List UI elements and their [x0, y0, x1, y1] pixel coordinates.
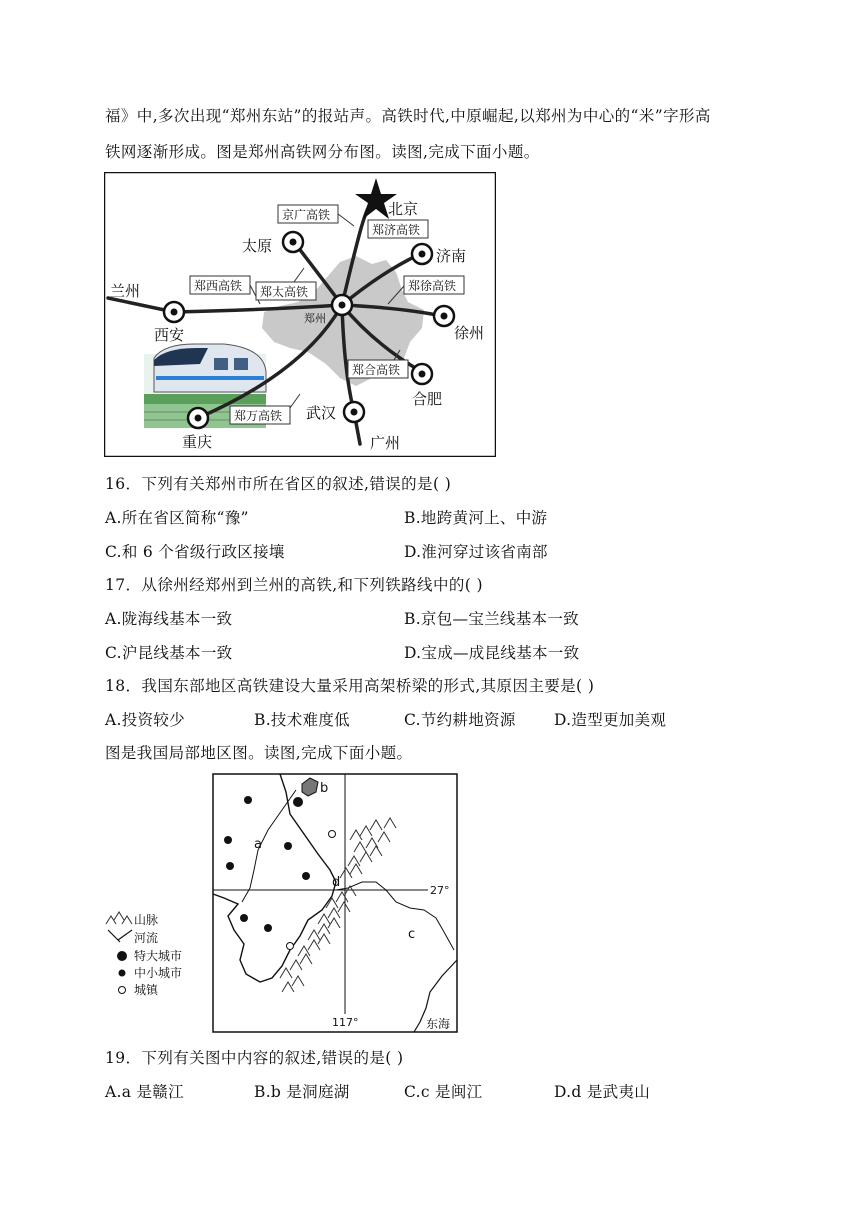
big-city-marker	[293, 797, 303, 807]
svg-text:城镇: 城镇	[134, 983, 159, 997]
small-city-marker	[240, 914, 248, 922]
label-lat: 27°	[430, 884, 450, 897]
label-zhengzhou: 郑州	[304, 312, 326, 325]
label-zhenghe: 郑合高铁	[352, 363, 401, 377]
q16-option-d: D.淮河穿过该省南部	[404, 543, 548, 561]
q16-option-c: C.和 6 个省级行政区接壤	[105, 543, 285, 561]
label-b: b	[320, 781, 329, 796]
intro-line-2: 铁网逐渐形成。图是郑州高铁网分布图。读图,完成下面小题。	[105, 143, 540, 161]
label-hefei: 合肥	[412, 390, 443, 408]
label-taiyuan: 太原	[242, 237, 273, 255]
q17-option-a: A.陇海线基本一致	[105, 610, 233, 628]
legend-mountain-icon	[106, 912, 132, 924]
q18-option-b: B.技术难度低	[254, 711, 350, 729]
regional-map	[104, 770, 460, 1034]
small-city-marker	[284, 842, 292, 850]
label-a: a	[254, 837, 262, 852]
label-xian: 西安	[154, 326, 185, 344]
q18-stem: 18．我国东部地区高铁建设大量采用高架桥梁的形式,其原因主要是( )	[105, 677, 595, 695]
q19-option-d: D.d 是武夷山	[554, 1083, 651, 1101]
q16-option-b: B.地跨黄河上、中游	[404, 509, 548, 527]
town-marker	[287, 943, 294, 950]
small-city-marker	[226, 862, 234, 870]
zhengzhou-rail-map	[104, 172, 496, 457]
q17-option-c: C.沪昆线基本一致	[105, 644, 233, 662]
legend	[106, 912, 182, 997]
label-sea: 东海	[426, 1017, 451, 1031]
label-jinan: 济南	[436, 247, 467, 265]
q18-option-d: D.造型更加美观	[554, 711, 667, 729]
legend-big-city-icon	[117, 951, 127, 961]
small-city-marker	[244, 796, 252, 804]
label-zhengtai: 郑太高铁	[260, 285, 309, 299]
label-xuzhou: 徐州	[454, 324, 485, 342]
q19-option-c: C.c 是闽江	[404, 1083, 483, 1101]
small-city-marker	[264, 924, 272, 932]
intro-line-1: 福》中,多次出现“郑州东站”的报站声。高铁时代,中原崛起,以郑州为中心的“米”字形高	[105, 107, 711, 125]
q18-option-a: A.投资较少	[105, 711, 185, 729]
q16-option-a: A.所在省区简称“豫”	[105, 509, 249, 527]
q17-stem: 17．从徐州经郑州到兰州的高铁,和下列铁路线中的( )	[105, 576, 483, 594]
svg-text:特大城市: 特大城市	[134, 949, 183, 963]
small-city-marker	[224, 836, 232, 844]
q16-stem: 16．下列有关郑州市所在省区的叙述,错误的是( )	[105, 475, 452, 493]
q19-stem: 19．下列有关图中内容的叙述,错误的是( )	[105, 1049, 404, 1067]
legend-river-icon	[108, 930, 132, 942]
svg-text:山脉: 山脉	[134, 913, 159, 927]
legend-town-icon	[119, 987, 126, 994]
q19-option-a: A.a 是赣江	[105, 1083, 184, 1101]
svg-text:河流: 河流	[134, 931, 159, 945]
legend-small-city-icon	[119, 970, 126, 977]
q17-option-d: D.宝成—成昆线基本一致	[404, 644, 580, 662]
town-marker	[329, 831, 336, 838]
svg-text:中小城市: 中小城市	[134, 966, 183, 980]
label-guangzhou: 广州	[370, 434, 401, 452]
label-wuhan: 武汉	[306, 404, 337, 422]
label-zhengxu: 郑徐高铁	[408, 279, 457, 293]
q19-option-b: B.b 是洞庭湖	[254, 1083, 350, 1101]
q17-option-b: B.京包—宝兰线基本一致	[404, 610, 579, 628]
label-jingguang: 京广高铁	[282, 208, 331, 222]
intro-2: 图是我国局部地区图。读图,完成下面小题。	[105, 744, 413, 762]
label-beijing: 北京	[388, 200, 419, 218]
label-d: d	[332, 875, 341, 890]
label-chongqing: 重庆	[182, 433, 213, 451]
label-zhengwan: 郑万高铁	[234, 409, 283, 423]
label-lon: 117°	[332, 1016, 359, 1029]
q18-option-c: C.节约耕地资源	[404, 711, 516, 729]
label-zhengxi: 郑西高铁	[194, 279, 243, 293]
label-zhengji: 郑济高铁	[372, 223, 421, 237]
label-c: c	[408, 927, 416, 942]
small-city-marker	[302, 872, 310, 880]
label-lanzhou: 兰州	[110, 282, 141, 300]
